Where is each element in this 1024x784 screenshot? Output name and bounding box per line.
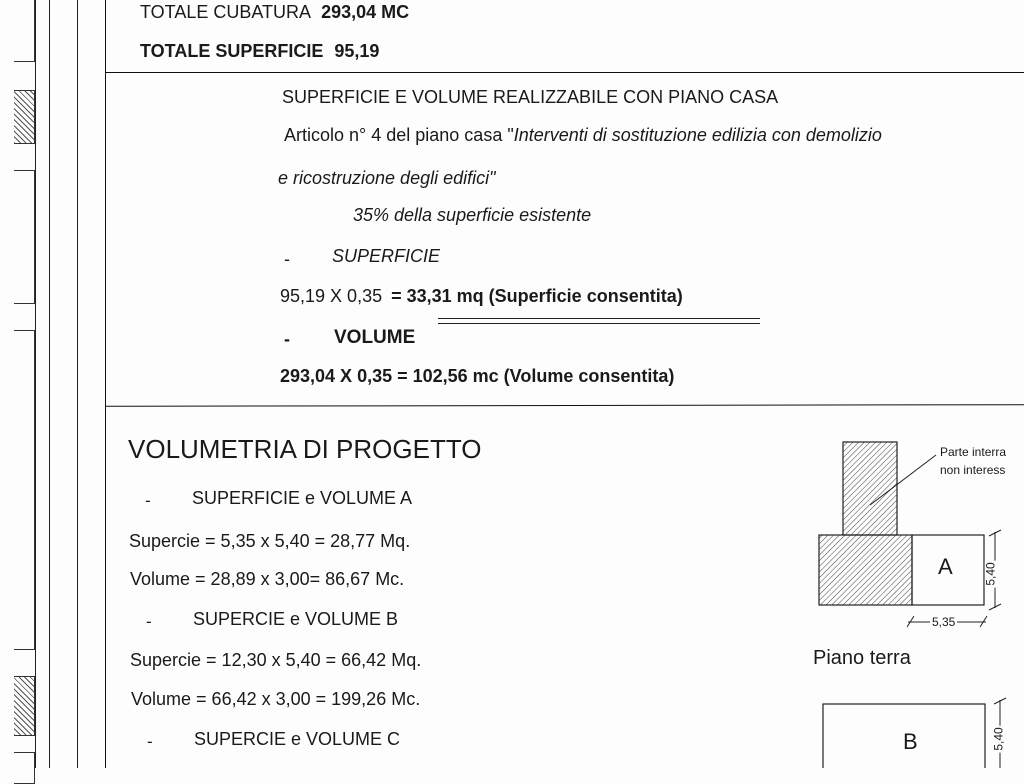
margin-line-4 bbox=[105, 0, 106, 768]
article-continuation: e ricostruzione degli edifici" bbox=[278, 168, 496, 188]
result-double-underline-2 bbox=[438, 323, 760, 324]
article-title: Interventi di sostituzione edilizia con demolizio bbox=[513, 125, 882, 145]
superficie-result: = 33,31 mq (Superficie consentita) bbox=[391, 286, 683, 306]
a-dash: - bbox=[145, 491, 151, 510]
b-heading: SUPERCIE e VOLUME B bbox=[193, 609, 399, 629]
b-volume: Volume = 66,42 x 3,00 = 199,26 Mc. bbox=[131, 689, 421, 709]
totale-superficie bbox=[140, 42, 379, 60]
margin-box-hatched-2 bbox=[14, 676, 35, 736]
article-line bbox=[284, 126, 882, 144]
section-divider-2 bbox=[105, 404, 1024, 407]
dim-vertical-label-b: 5,40 bbox=[991, 727, 1006, 751]
volume-calculation: 293,04 X 0,35 = 102,56 mc (Volume consentita) bbox=[280, 366, 675, 386]
room-b-label: B bbox=[903, 729, 918, 754]
superficie-calculation bbox=[280, 287, 683, 305]
b-dash: - bbox=[146, 612, 152, 631]
totale-cubatura-value: 293,04 MC bbox=[321, 2, 410, 22]
totale-cubatura-label: TOTALE CUBATURA bbox=[140, 2, 311, 22]
b-superficie: Supercie = 12,30 x 5,40 = 66,42 Mq. bbox=[130, 650, 422, 670]
a-heading: SUPERFICIE e VOLUME A bbox=[192, 488, 413, 508]
piano-casa-title: SUPERFICIE E VOLUME REALIZZABILE CON PIANO CASA bbox=[282, 87, 779, 107]
a-superficie: Supercie = 5,35 x 5,40 = 28,77 Mq. bbox=[129, 531, 411, 551]
floor-label: Piano terra bbox=[813, 647, 911, 669]
margin-line-1 bbox=[35, 0, 36, 768]
underground-part-hatched bbox=[843, 442, 897, 535]
totale-superficie-label: TOTALE SUPERFICIE bbox=[140, 41, 324, 61]
note-line-2: non interess bbox=[940, 463, 1006, 477]
section-divider-1 bbox=[105, 72, 1024, 73]
totale-cubatura bbox=[140, 3, 409, 21]
dim-vertical-label: 5,40 bbox=[983, 562, 998, 586]
result-double-underline-1 bbox=[438, 318, 760, 319]
margin-box-1 bbox=[14, 0, 35, 62]
dim-horizontal-label: 5,35 bbox=[932, 615, 956, 629]
margin-box-3 bbox=[14, 330, 35, 650]
a-volume: Volume = 28,89 x 3,00= 86,67 Mc. bbox=[130, 569, 405, 589]
superficie-heading: SUPERFICIE bbox=[332, 246, 441, 266]
volumetria-title: VOLUMETRIA DI PROGETTO bbox=[128, 434, 482, 464]
c-dash: - bbox=[147, 732, 153, 751]
margin-line-2 bbox=[49, 0, 50, 768]
room-a-label: A bbox=[938, 554, 953, 579]
volume-dash: - bbox=[284, 329, 290, 349]
ground-hatched-part bbox=[819, 535, 912, 605]
superficie-dash: - bbox=[284, 249, 290, 269]
c-heading: SUPERCIE e VOLUME C bbox=[194, 729, 401, 749]
margin-line-3 bbox=[77, 0, 78, 768]
margin-box-4 bbox=[14, 752, 35, 784]
margin-box-2 bbox=[14, 170, 35, 304]
totale-superficie-value: 95,19 bbox=[334, 41, 380, 61]
percent-line: 35% della superficie esistente bbox=[353, 205, 592, 225]
margin-box-hatched-1 bbox=[14, 90, 35, 144]
volume-heading: VOLUME bbox=[334, 327, 416, 348]
article-prefix: Articolo n° 4 del piano casa " bbox=[284, 125, 514, 145]
note-line-1: Parte interra bbox=[940, 445, 1007, 459]
superficie-calc: 95,19 X 0,35 bbox=[280, 286, 383, 306]
